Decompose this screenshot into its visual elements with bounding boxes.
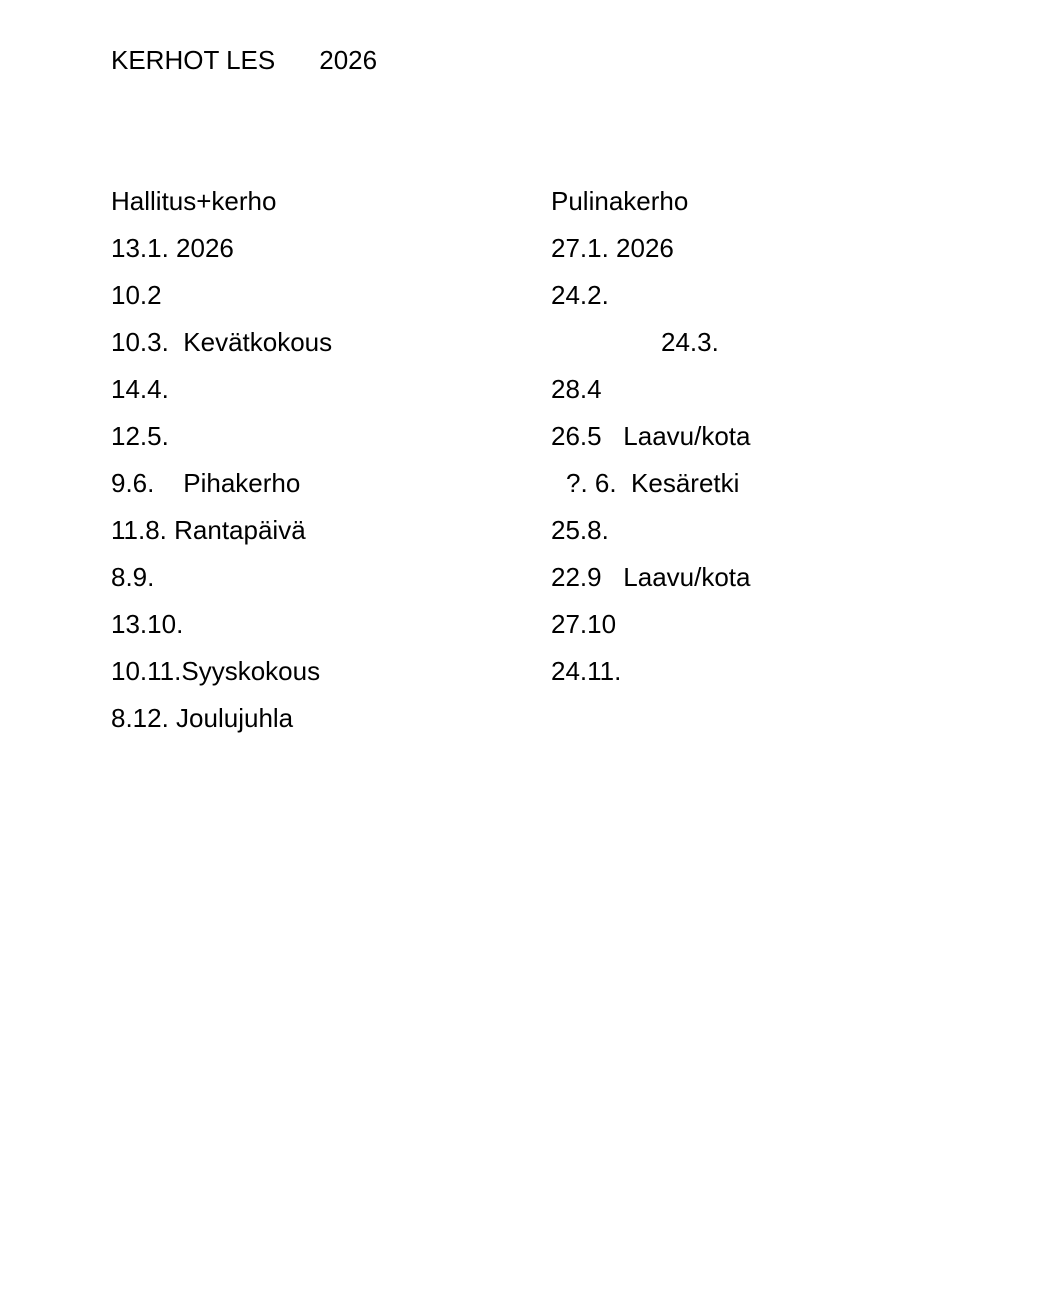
right-date-row: 24.3. [661,327,719,357]
left-date-row: 13.1. 2026 [111,233,234,263]
right-date-row: 28.4 [551,374,602,404]
title-year: 2026 [319,45,378,75]
right-column-pulinakerho [551,183,971,700]
left-date-row: 14.4. [111,374,169,404]
right-date-row: ?. 6. Kesäretki [566,468,740,498]
left-column-hallitus-kerho [111,183,531,747]
right-date-row: 22.9 Laavu/kota [551,562,751,592]
right-column-header: Pulinakerho [551,186,689,216]
left-date-row: 8.12. Joulujuhla [111,703,294,733]
right-date-row: 27.10 [551,609,617,639]
right-date-row: 24.2. [551,280,609,310]
left-date-row: 10.3. Kevätkokous [111,327,333,357]
title-text: KERHOT LES [111,45,276,75]
right-date-row: 26.5 Laavu/kota [551,421,751,451]
left-date-row: 10.2 [111,280,162,310]
left-date-row: 8.9. [111,562,155,592]
right-date-row: 24.11. [551,656,622,686]
left-date-row: 13.10. [111,609,184,639]
document-title [111,42,377,78]
right-date-row: 25.8. [551,515,609,545]
left-date-row: 12.5. [111,421,169,451]
left-column-header: Hallitus+kerho [111,186,277,216]
right-date-row: 27.1. 2026 [551,233,674,263]
left-date-row: 9.6. Pihakerho [111,468,301,498]
left-date-row: 10.11.Syyskokous [111,656,321,686]
left-date-row: 11.8. Rantapäivä [111,515,306,545]
